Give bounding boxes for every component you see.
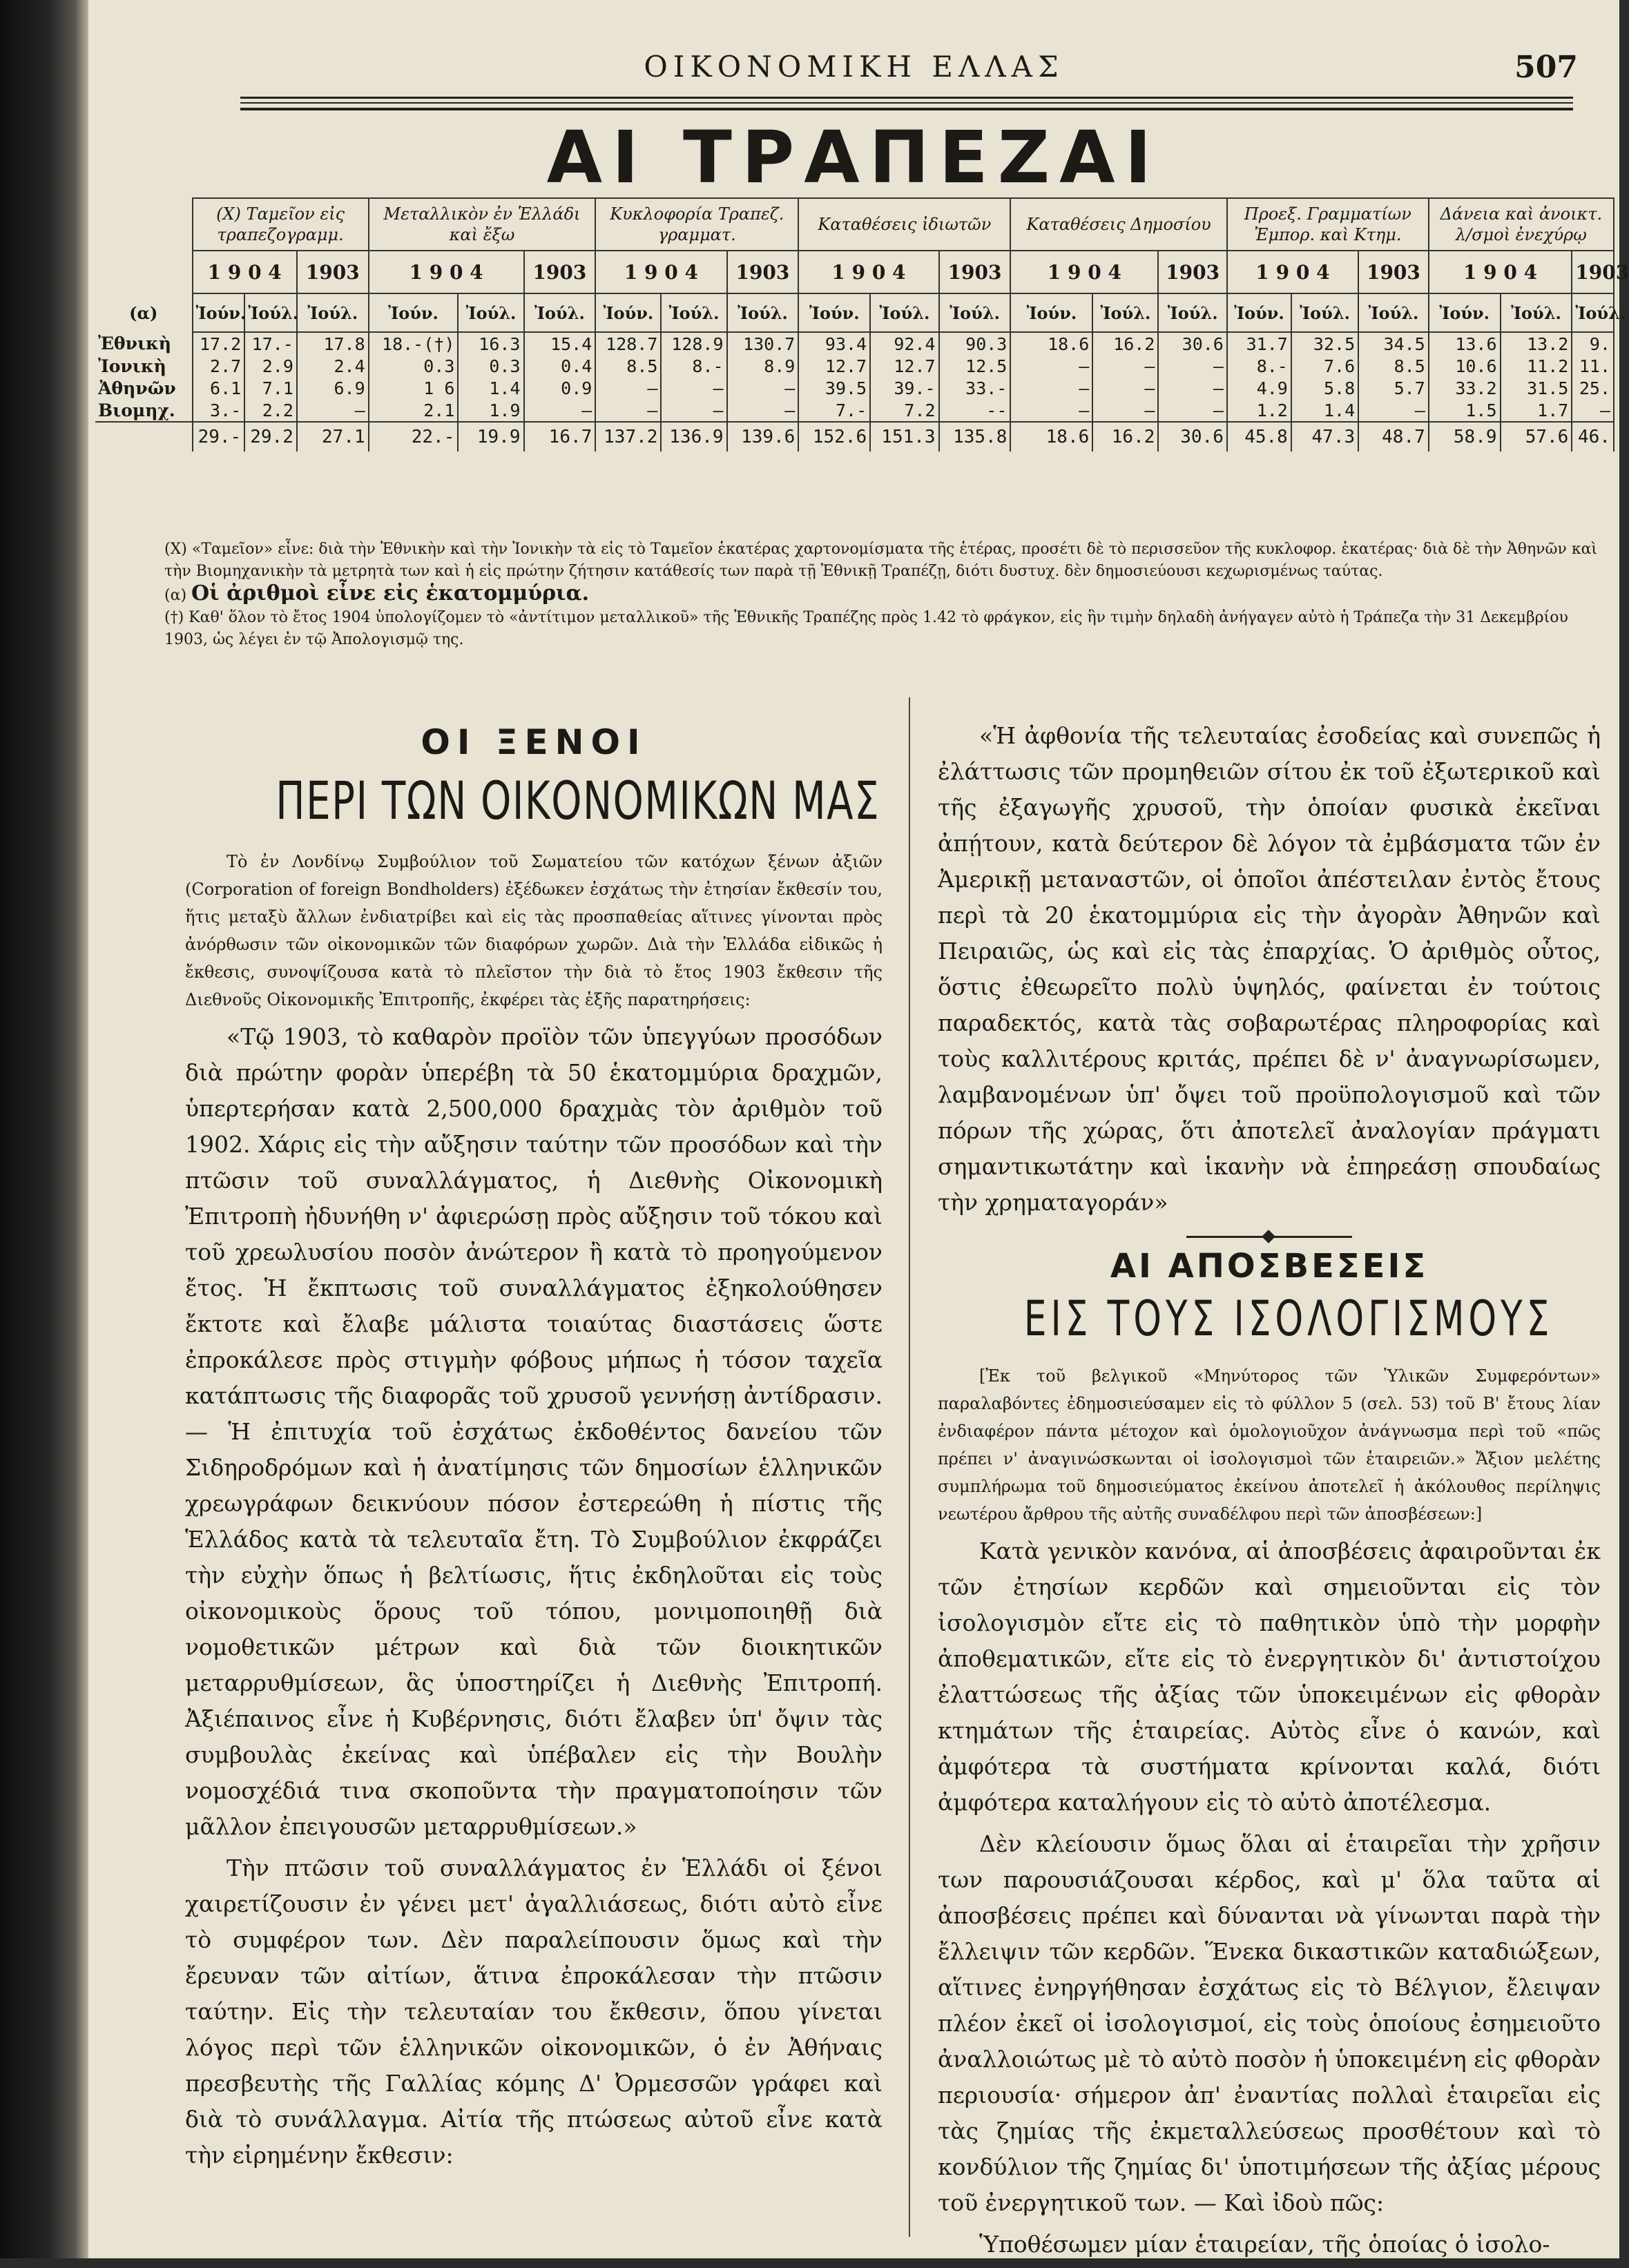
column-header: Καταθέσεις Δημοσίου: [1010, 198, 1227, 251]
table-cell: 17.-: [244, 332, 297, 355]
table-row: [95, 332, 1614, 355]
total-cell: 27.1: [297, 422, 369, 452]
year-header: 1 9 0 4: [1429, 251, 1572, 293]
column-divider: [909, 697, 910, 2237]
table-cell: 4.9: [1227, 377, 1291, 399]
total-cell: 48.7: [1358, 422, 1429, 452]
table-cell: 2.4: [297, 355, 369, 377]
table-cell: 10.6: [1429, 355, 1501, 377]
running-title: ΟΙΚΟΝΟΜΙΚΗ ΕΛΛΑΣ: [644, 50, 1064, 84]
total-cell: 58.9: [1429, 422, 1501, 452]
table-cell: 11.: [1572, 355, 1614, 377]
year-header: 1903: [1158, 251, 1226, 293]
table-cell: 8.5: [1358, 355, 1429, 377]
table-cell: 1.4: [1291, 399, 1358, 422]
table-row: [95, 355, 1614, 377]
table-cell: 128.7: [595, 332, 661, 355]
month-header: Ἰούλ.: [458, 293, 523, 332]
column-header: Δάνεια καὶ ἀνοικτ. λ/σμοὶ ἐνεχύρῳ: [1429, 198, 1614, 251]
section-separator: [1186, 1236, 1352, 1238]
article-title-large: ΕΙΣ ΤΟΥΣ ΙΣΟΛΟΓΙΣΜΟΥΣ: [1023, 1290, 1554, 1347]
year-header: 1903: [939, 251, 1011, 293]
year-header: 1 9 0 4: [798, 251, 938, 293]
table-cell: 0.4: [524, 355, 596, 377]
table-cell: 18.-(†): [369, 332, 459, 355]
article-closing: Τὴν πτῶσιν τοῦ συναλλάγματος ἐν Ἑλλάδι οἱ ξένοι χαιρετίζουσιν ἐν γένει μετ' ἀγαλλιάσεως, διότι αὐτὸ εἶνε τὸ συμφέρον των. Δὲν παραλείπουσιν ὅμως καὶ τὴν ἔρευναν τῶν αἰτίων, ἅτινα ἐπροκάλεσαν τὴν πτῶσιν ταύτην. Εἰς τὴν τελευταίαν του ἔκθεσιν, ὅπου γίνεται λόγος περὶ τῶν ἑλληνικῶν οἰκονομικῶν, ὁ ἐν Ἀθήναις πρεσβευτὴς τῆς Γαλλίας κόμης Δ' Ὀρμεσσῶν γράφει καὶ διὰ τὸ συνάλλαγμα. Αἰτία τῆς πτώσεως αὐτοῦ εἶνε κατὰ τὴν εἰρημένην ἔκθεσιν:: [185, 1854, 883, 2169]
footnote-dagger: (†) Καθ' ὅλον τὸ ἔτος 1904 ὑπολογίζομεν τὸ «ἀντίτιμον μεταλλικοῦ» τῆς Ἐθνικῆς Τραπέζης πρὸς 1.42 τὸ φράγκον, εἰς ἣν τιμὴν δηλαδὴ ἀνήγαγεν αὐτὸ ἡ Τράπεζα τὴν 31 Δεκεμβρίου 1903, ὡς λέγει ἐν τῷ Ἀπολογισμῷ της.: [164, 609, 1568, 648]
table-cell: —: [524, 399, 596, 422]
month-header: Ἰούλ.: [870, 293, 938, 332]
year-header: 1903: [297, 251, 369, 293]
row-marker: (α): [95, 293, 193, 332]
article-title-small: ΑΙ ΑΠΟΣΒΕΣΕΙΣ: [1110, 1247, 1429, 1286]
month-header: Ἰούλ.: [1501, 293, 1572, 332]
table-header-row: [95, 198, 1614, 251]
total-cell: 47.3: [1291, 422, 1358, 452]
month-header: Ἰούν.: [798, 293, 870, 332]
total-cell: 16.7: [524, 422, 596, 452]
table-cell: 2.7: [193, 355, 245, 377]
total-cell: 57.6: [1501, 422, 1572, 452]
table-cell: 7.-: [798, 399, 870, 422]
bank-name: Ἐθνικὴ: [95, 332, 193, 355]
table-month-row: [95, 293, 1614, 332]
table-cell: 6.1: [193, 377, 245, 399]
table-cell: 31.7: [1227, 332, 1291, 355]
month-header: Ἰούλ.: [1358, 293, 1429, 332]
table-cell: 30.6: [1158, 332, 1226, 355]
table-cell: 2.9: [244, 355, 297, 377]
table-cell: 39.5: [798, 377, 870, 399]
table-cell: —: [1010, 377, 1092, 399]
bank-name: Ἀθηνῶν: [95, 377, 193, 399]
total-label: [95, 422, 193, 452]
total-cell: 151.3: [870, 422, 938, 452]
table-cell: 17.8: [297, 332, 369, 355]
month-header: Ἰούλ.: [1158, 293, 1226, 332]
continued-quote: «Ἡ ἀφθονία τῆς τελευταίας ἐσοδείας καὶ συνεπῶς ἡ ἐλάττωσις τῶν προμηθειῶν σίτου ἐκ τοῦ ἐξωτερικοῦ καὶ τῆς ἐξαγωγῆς χρυσοῦ, τὴν ὁποίαν φυσικὰ ἐκεῖναι ἀπῄτουν, κατὰ δεύτερον δὲ λόγον τὰ ἐμβάσματα τῶν ἐν Ἀμερικῇ μεταναστῶν, οἱ ὁποῖοι ἀπέστειλαν ἐντὸς ἔτους περὶ τὰ 20 ἑκατομμύρια εἰς τὴν ἀγορὰν Ἀθηνῶν καὶ Πειραιῶς, ὡς καὶ εἰς τὰς ἐπαρχίας. Ὁ ἀριθμὸς οὗτος, ὅστις ἐθεωρεῖτο πολὺ ὑψηλός, φαίνεται ἐν τούτοις παραδεκτός, κατὰ τὰς σοβαρωτέρας πληροφορίας καὶ τοὺς καλλιτέρους κριτάς, πρέπει δὲ ν' ἀναγνωρίσωμεν, λαμβανομένων ὑπ' ὄψει τοῦ προϋπολογισμοῦ καὶ τῶν πόρων τῆς χώρας, ὅτι ἀποτελεῖ ἀναλογίαν πράγματι σημαντικωτάτην καὶ ἱκανὴν νὰ ἐπηρεάσῃ σπουδαίως τὴν χρηματαγοράν»: [938, 722, 1601, 1216]
table-cell: —: [1092, 355, 1158, 377]
book-gutter: [0, 0, 88, 2258]
month-header: Ἰούν.: [1010, 293, 1092, 332]
table-total-row: [95, 422, 1614, 452]
year-header: 1903: [1572, 251, 1614, 293]
table-year-row: [95, 251, 1614, 293]
section-title: ΑΙ ΤΡΑΠΕΖΑΙ: [546, 115, 1161, 200]
article-intro: Τὸ ἐν Λονδίνῳ Συμβούλιον τοῦ Σωματείου τῶν κατόχων ξένων ἀξιῶν (Corporation of foreign Bondholders) ἐξέδωκεν ἐσχάτως τὴν ἐτησίαν ἔκθεσίν του, ἥτις μεταξὺ ἄλλων ἐνδιατρίβει καὶ εἰς τὰς προσπαθείας αἵτινες γίνονται πρὸς ἀνόρθωσιν τῶν οἰκονομικῶν τῶν διαφόρων χωρῶν. Διὰ τὴν Ἑλλάδα εἰδικῶς ἡ ἔκθεσις, συνοψίζουσα κατὰ τὸ πλεῖστον τὴν διὰ τὸ ἔτος 1903 ἔκθεσιν τῆς Διεθνοῦς Οἰκονομικῆς Ἐπιτροπῆς, ἐκφέρει τὰς ἑξῆς παρατηρήσεις:: [185, 852, 883, 1009]
table-cell: 93.4: [798, 332, 870, 355]
table-cell: 39.-: [870, 377, 938, 399]
column-header: Μεταλλικὸν ἐν Ἑλλάδι καὶ ἔξω: [369, 198, 596, 251]
footnote-a-text: Οἱ ἀριθμοὶ εἶνε εἰς ἑκατομμύρια.: [191, 581, 590, 605]
table-cell: 34.5: [1358, 332, 1429, 355]
month-header: Ἰούλ.: [1572, 293, 1614, 332]
table-cell: 1.2: [1227, 399, 1291, 422]
table-cell: 13.2: [1501, 332, 1572, 355]
table-cell: 128.9: [661, 332, 726, 355]
table-cell: —: [1092, 377, 1158, 399]
month-header: Ἰούλ.: [524, 293, 596, 332]
table-footnotes: [164, 539, 1608, 651]
table-cell: 15.4: [524, 332, 596, 355]
header-rule: [240, 108, 1573, 110]
article-title-large: ΠΕΡΙ ΤΩΝ ΟΙΚΟΝΟΜΙΚΩΝ ΜΑΣ: [276, 770, 880, 831]
month-header: Ἰούλ.: [1092, 293, 1158, 332]
table-cell: 1.5: [1429, 399, 1501, 422]
table-cell: 12.7: [870, 355, 938, 377]
table-cell: —: [595, 377, 661, 399]
year-header: 1903: [524, 251, 596, 293]
table-cell: 12.5: [939, 355, 1011, 377]
footnote-a: [164, 583, 1608, 607]
total-cell: 16.2: [1092, 422, 1158, 452]
table-cell: 7.6: [1291, 355, 1358, 377]
month-header: Ἰούν.: [595, 293, 661, 332]
table-cell: 12.7: [798, 355, 870, 377]
table-cell: —: [1358, 399, 1429, 422]
total-cell: 136.9: [661, 422, 726, 452]
month-header: Ἰούν.: [369, 293, 459, 332]
total-cell: 18.6: [1010, 422, 1092, 452]
column-header: (Χ) Ταμεῖον εἰς τραπεζογραμμ.: [193, 198, 369, 251]
table-body: [95, 332, 1614, 452]
table-row: [95, 377, 1614, 399]
article-body: Ὑποθέσωμεν μίαν ἑταιρείαν, τῆς ὁποίας ὁ ἰσολο-: [979, 2231, 1550, 2258]
footnote-x: (Χ) «Ταμεῖον» εἶνε: διὰ τὴν Ἐθνικὴν καὶ τὴν Ἰονικὴν τὰ εἰς τὸ Ταμεῖον ἑκατέρας χαρτονομίσματα τῆς ἑτέρας, προσέτι δὲ τὸ περισσεῦον τῆς κυκλοφορ. ἑκατέρας· διὰ δὲ τὴν Ἀθηνῶν καὶ τὴν Βιομηχανικὴν τὰ μετρητὰ των καὶ ἡ εἰς πρώτην ζήτησιν κατάθεσίς των παρὰ τῇ Ἐθνικῇ Τραπέζῃ, διότι δυστυχ. δὲν δημοσιεύουσι κεχωρισμένως ταύτας.: [164, 541, 1598, 580]
month-header: Ἰούλ.: [244, 293, 297, 332]
table-cell: 1 6: [369, 377, 459, 399]
total-cell: 29.-: [193, 422, 245, 452]
table-cell: 5.8: [1291, 377, 1358, 399]
table-cell: —: [1010, 399, 1092, 422]
column-header: Προεξ. Γραμματίων Ἐμπορ. καὶ Κτημ.: [1227, 198, 1429, 251]
table-corner: [95, 198, 193, 251]
table-cell: 90.3: [939, 332, 1011, 355]
table-cell: 130.7: [727, 332, 799, 355]
table-cell: 7.1: [244, 377, 297, 399]
table-cell: 0.9: [524, 377, 596, 399]
total-cell: 137.2: [595, 422, 661, 452]
page: [88, 0, 1629, 2258]
table-cell: —: [727, 399, 799, 422]
table-cell: 17.2: [193, 332, 245, 355]
month-header: Ἰούλ.: [297, 293, 369, 332]
table-cell: —: [1092, 399, 1158, 422]
month-header: Ἰούν.: [1227, 293, 1291, 332]
table-cell: 2.1: [369, 399, 459, 422]
month-header: Ἰούλ.: [661, 293, 726, 332]
table-cell: 9.: [1572, 332, 1614, 355]
table-cell: 16.2: [1092, 332, 1158, 355]
column-header: Κυκλοφορία Τραπεζ. γραμματ.: [595, 198, 798, 251]
banks-table: [95, 197, 1629, 452]
header-rule: [240, 97, 1573, 99]
year-header: 1 9 0 4: [595, 251, 726, 293]
year-header: 1 9 0 4: [1010, 251, 1158, 293]
total-cell: 46.: [1572, 422, 1614, 452]
table-cell: 13.6: [1429, 332, 1501, 355]
table-cell: 7.2: [870, 399, 938, 422]
total-cell: 29.2: [244, 422, 297, 452]
table-cell: —: [1158, 355, 1226, 377]
table-cell: 8.-: [1227, 355, 1291, 377]
year-header: 1 9 0 4: [369, 251, 524, 293]
bank-name: Ἰονικὴ: [95, 355, 193, 377]
table-cell: 25.: [1572, 377, 1614, 399]
table-cell: 31.5: [1501, 377, 1572, 399]
table-cell: 18.6: [1010, 332, 1092, 355]
table-cell: 3.-: [193, 399, 245, 422]
table-cell: —: [1158, 377, 1226, 399]
total-cell: 135.8: [939, 422, 1011, 452]
month-header: Ἰούν.: [193, 293, 245, 332]
header-rule: [240, 102, 1573, 104]
table-corner: [95, 251, 193, 293]
year-header: 1903: [727, 251, 799, 293]
article-body: Δὲν κλείουσιν ὅμως ὅλαι αἱ ἑταιρεῖαι τὴν χρῆσιν των παρουσιάζουσαι κέρδος, καὶ μ' ὅλα ταῦτα αἱ ἀποσβέσεις πρέπει καὶ δύνανται νὰ γίνωνται παρὰ τὴν ἔλλειψιν τῶν κερδῶν. Ἕνεκα δικαστικῶν καταδιώξεων, αἵτινες ἐνηργήθησαν ἐσχάτως εἰς τὸ Βέλγιον, ἔλειψαν πλέον ἐκεῖ οἱ ἰσολογισμοί, εἰς τοὺς ὁποίους ἐσημειοῦτο ἀναλλοιώτως μὲ τὸ αὐτὸ ποσὸν ἡ ὑποκειμένη εἰς φθορὰν περιουσία· σήμερον ἀπ' ἐναντίας πολλαὶ ἑταιρεῖαι εἰς τὰς ζημίας τῆς ἐκμεταλλεύσεως προσθέτουν καὶ τὸ κονδύλιον τῆς ζημίας δι' ὑποτιμήσεων τῆς ἀξίας μέρους τοῦ ἐνεργητικοῦ των. — Καὶ ἰδοὺ πῶς:: [938, 1830, 1601, 2216]
bank-name: Βιομηχ.: [95, 399, 193, 422]
total-cell: 45.8: [1227, 422, 1291, 452]
table-cell: 33.2: [1429, 377, 1501, 399]
table-cell: 1.4: [458, 377, 523, 399]
month-header: Ἰούλ.: [1291, 293, 1358, 332]
year-header: 1 9 0 4: [1227, 251, 1358, 293]
table-cell: 32.5: [1291, 332, 1358, 355]
table-cell: 1.9: [458, 399, 523, 422]
table-cell: --: [939, 399, 1011, 422]
table-cell: 11.2: [1501, 355, 1572, 377]
table-cell: 1.7: [1501, 399, 1572, 422]
year-header: 1903: [1358, 251, 1429, 293]
month-header: Ἰούν.: [1429, 293, 1501, 332]
month-header: Ἰούλ.: [939, 293, 1011, 332]
table-row: [95, 399, 1614, 422]
table-cell: —: [1158, 399, 1226, 422]
month-header: Ἰούλ.: [727, 293, 799, 332]
table-cell: —: [595, 399, 661, 422]
table-cell: 2.2: [244, 399, 297, 422]
footnote-marker: (α): [164, 587, 187, 604]
article-quote: «Τῷ 1903, τὸ καθαρὸν προϊὸν τῶν ὑπεγγύων προσόδων διὰ πρώτην φορὰν ὑπερέβη τὰ 50 ἑκατομμύρια δραχμῶν, ὑπερτερήσαν κατὰ 2,500,000 δραχμὰς τὸν ἀριθμὸν τοῦ 1902. Χάρις εἰς τὴν αὔξησιν ταύτην τῶν προσόδων καὶ τὴν πτῶσιν τοῦ συναλλάγματος, ἡ Διεθνὴς Οἰκονομικὴ Ἐπιτροπὴ ἠδυνήθη ν' ἀφιερώσῃ πρὸς αὔξησιν τοῦ τόκου καὶ τοῦ χρεωλυσίου ποσὸν ἀνώτερον ἢ κατὰ τὸ προηγούμενον ἔτος. Ἡ ἔκπτωσις τοῦ συναλλάγματος ἐξηκολούθησεν ἔκτοτε καὶ ἔλαβε μάλιστα τοιαύτας διαστάσεις ὥστε ἐπροκάλεσε πρὸς στιγμὴν φόβους μήπως ἡ τόσον ταχεῖα κατάπτωσις τῆς διαφορᾶς τοῦ χρυσοῦ γεννήσῃ ἀντίδρασιν. — Ἡ ἐπιτυχία τοῦ ἐσχάτως ἐκδοθέντος δανείου τῶν Σιδηροδρόμων καὶ ἡ ἀνατίμησις τῶν δημοσίων ἑλληνικῶν χρεωγράφων δεικνύουν πόσον ἐστερεώθη ἡ πίστις τῆς Ἑλλάδος κατὰ τὰ τελευταῖα ἔτη. Τὸ Συμβούλιον ἐκφράζει τὴν εὐχὴν ὅπως ἡ βελτίωσις, ἥτις ἐκδηλοῦται εἰς τοὺς οἰκονομικοὺς ὅρους τοῦ τόπου, μονιμοποιηθῇ διὰ νομοθετικῶν μέτρων καὶ διὰ τῶν διοικητικῶν μεταρρυθμίσεων, ἃς ὑποστηρίζει ἡ Διεθνὴς Ἐπιτροπή. Ἀξιέπαινος εἶνε ἡ Κυβέρνησις, διότι ἔλαβεν ὑπ' ὄψιν τὰς συμβουλὰς ἐκείνας καὶ ὑπέβαλεν εἰς τὴν Βουλὴν νομοσχέδιά τινα σκοποῦντα τὴν πραγματοποίησιν τῶν μᾶλλον ἐπειγουσῶν μεταρρυθμίσεων.»: [185, 1023, 883, 1840]
table-cell: 0.3: [458, 355, 523, 377]
year-header: 1 9 0 4: [193, 251, 297, 293]
article-body: Κατὰ γενικὸν κανόνα, αἱ ἀποσβέσεις ἀφαιροῦνται ἐκ τῶν ἐτησίων κερδῶν καὶ σημειοῦνται εἰς τὸν ἰσολογισμὸν εἴτε εἰς τὸ παθητικὸν ὑπὸ τὴν μορφὴν ἀποθεματικῶν, εἴτε εἰς τὸ ἐνεργητικὸν δι' ἀντιστοίχου ἐλαττώσεως τῆς ἀξίας τῶν ὑποκειμένων εἰς φθορὰν κτημάτων τῆς ἑταιρείας. Αὐτὸς εἶνε ὁ κανών, καὶ ἀμφότερα τὰ συστήματα κρίνονται καλά, διότι ἀμφότερα καταλήγουν εἰς τὸ αὐτὸ ἀποτέλεσμα.: [938, 1538, 1601, 1816]
page-number: 507: [1514, 50, 1578, 85]
total-cell: 22.-: [369, 422, 459, 452]
table-cell: 0.3: [369, 355, 459, 377]
table-cell: —: [661, 399, 726, 422]
total-cell: 152.6: [798, 422, 870, 452]
table-cell: —: [1010, 355, 1092, 377]
table-cell: 6.9: [297, 377, 369, 399]
column-header: Καταθέσεις ἰδιωτῶν: [798, 198, 1010, 251]
table-cell: —: [1572, 399, 1614, 422]
table-cell: 16.3: [458, 332, 523, 355]
editor-note: [Ἐκ τοῦ βελγικοῦ «Μηνύτορος τῶν Ὑλικῶν Συμφερόντων» παραλαβόντες ἐδημοσιεύσαμεν εἰς τὸ φύλλον 5 (σελ. 53) τοῦ Β' ἔτους λίαν ἐνδιαφέρον πάντα μέτοχον καὶ ὁμολογιοῦχον ἀνάγνωσμα περὶ τοῦ «πῶς πρέπει ν' ἀναγινώσκωνται οἱ ἰσολογισμοὶ τῶν ἑταιρειῶν.» Ἄξιον μελέτης συμπλήρωμα τοῦ δημοσιεύματος ἐκείνου ἀποτελεῖ ἡ ἀκόλουθος περίληψις νεωτέρου ἄρθρου τῆς αὐτῆς συναδέλφου περὶ τῶν ἀποσβέσεων:]: [938, 1366, 1601, 1524]
table-cell: 92.4: [870, 332, 938, 355]
total-cell: 139.6: [727, 422, 799, 452]
table-cell: —: [297, 399, 369, 422]
article-foreigners: [185, 718, 883, 2179]
table-cell: 5.7: [1358, 377, 1429, 399]
article-title-small: ΟΙ ΞΕΝΟΙ: [421, 722, 647, 762]
table-cell: 8.-: [661, 355, 726, 377]
table-cell: 8.9: [727, 355, 799, 377]
article-column-right: [938, 718, 1601, 2268]
total-cell: 30.6: [1158, 422, 1226, 452]
table-cell: 8.5: [595, 355, 661, 377]
table-cell: —: [661, 377, 726, 399]
total-cell: 19.9: [458, 422, 523, 452]
table-cell: 33.-: [939, 377, 1011, 399]
table-cell: —: [727, 377, 799, 399]
